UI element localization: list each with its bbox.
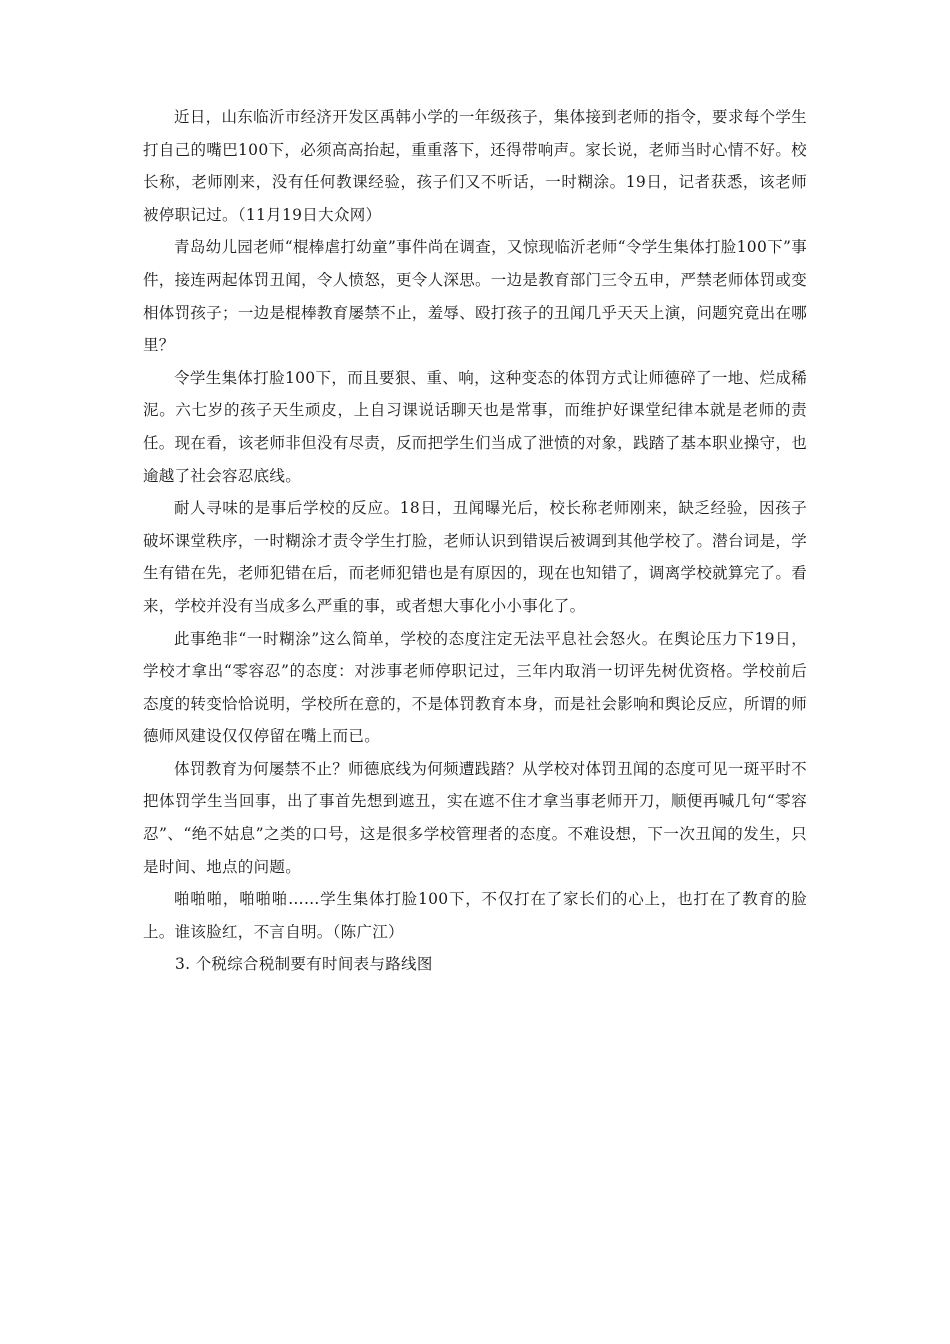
article-body <box>143 101 807 981</box>
next-section-heading: 3. 个税综合税制要有时间表与路线图 <box>175 955 433 974</box>
paragraph-3: 令学生集体打脸100下，而且要狠、重、响，这种变态的体罚方式让师德碎了一地、烂成稀泥。六七岁的孩子天生顽皮，上自习课说话聊天也是常事，而维护好课堂纪律本就是老师的责任。现在看，该老师非但没有尽责，反而把学生们当成了泄愤的对象，践踏了基本职业操守，也逾越了社会容忍底线。 <box>143 368 807 485</box>
paragraph-6: 体罚教育为何屡禁不止？师德底线为何频遭践踏？从学校对体罚丑闻的态度可见一斑平时不把体罚学生当回事，出了事首先想到遮丑，实在遮不住才拿当事老师开刀，顺便再喊几句“零容忍”、“绝不姑息”之类的口号，这是很多学校管理者的态度。不难设想，下一次丑闻的发生，只是时间、地点的问题。 <box>143 759 807 876</box>
paragraph-4: 耐人寻味的是事后学校的反应。18日，丑闻曝光后，校长称老师刚来，缺乏经验，因孩子破坏课堂秩序，一时糊涂才责令学生打脸，老师认识到错误后被调到其他学校了。潜台词是，学生有错在先，老师犯错在后，而老师犯错也是有原因的，现在也知错了，调离学校就算完了。看来，学校并没有当成多么严重的事，或者想大事化小小事化了。 <box>143 499 807 615</box>
paragraph-1: 近日，山东临沂市经济开发区禹韩小学的一年级孩子，集体接到老师的指令，要求每个学生打自己的嘴巴100下，必须高高抬起，重重落下，还得带响声。家长说，老师当时心情不好。校长称，老师刚来，没有任何教课经验，孩子们又不听话，一时糊涂。19日，记者获悉，该老师被停职记过。（11月19日大众网） <box>143 108 807 224</box>
paragraph-2: 青岛幼儿园老师“棍棒虐打幼童”事件尚在调查，又惊现临沂老师“令学生集体打脸100下”事件，接连两起体罚丑闻，令人愤怒，更令人深思。一边是教育部门三令五申，严禁老师体罚或变相体罚孩子；一边是棍棒教育屡禁不止，羞辱、殴打孩子的丑闻几乎天天上演，问题究竟出在哪里？ <box>143 238 807 355</box>
paragraph-5: 此事绝非“一时糊涂”这么简单，学校的态度注定无法平息社会怒火。在舆论压力下19日，学校才拿出“零容忍”的态度：对涉事老师停职记过，三年内取消一切评先树优资格。学校前后态度的转变恰恰说明，学校所在意的，不是体罚教育本身，而是社会影响和舆论反应，所谓的师德师风建设仅仅停留在嘴上而已。 <box>143 629 807 746</box>
paragraph-7: 啪啪啪，啪啪啪……学生集体打脸100下，不仅打在了家长们的心上，也打在了教育的脸上。谁该脸红，不言自明。（陈广江） <box>143 890 807 941</box>
